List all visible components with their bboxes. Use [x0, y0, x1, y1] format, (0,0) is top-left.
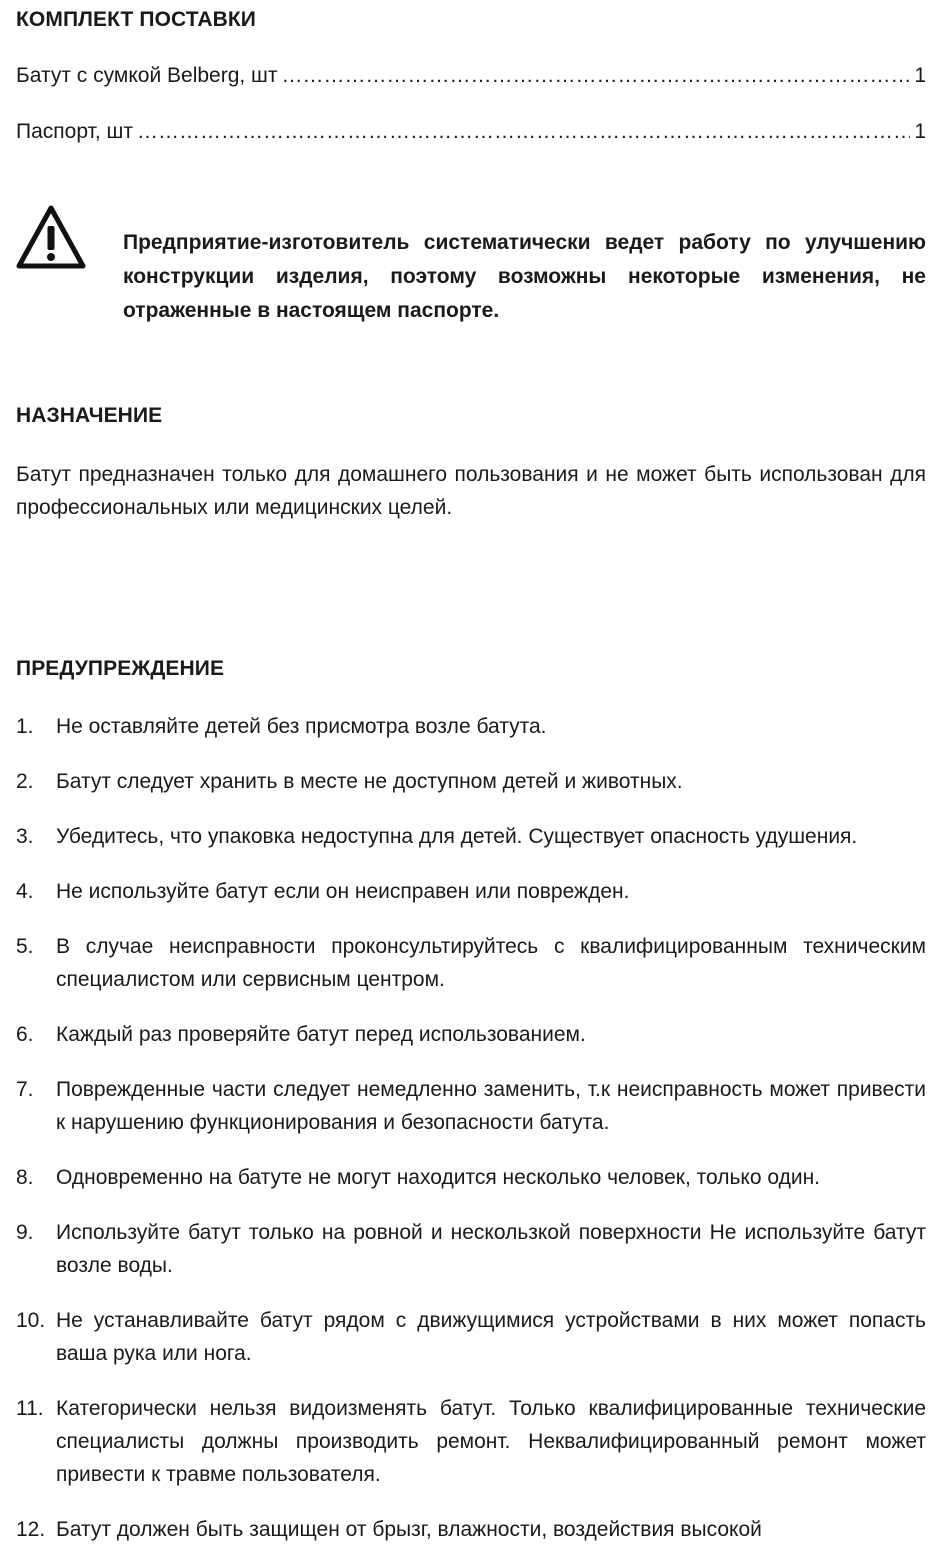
notice-text: Предприятие-изготовитель систематически ведет работу по улучшению конструкции изделия, поэтому возможны некоторые изменения, не отраженные в настоящем паспорте.	[123, 231, 926, 322]
list-item-text: Одновременно на батуте не могут находится несколько человек, только один.	[56, 1166, 820, 1189]
list-item	[16, 820, 926, 853]
list-item	[16, 1304, 926, 1370]
list-item-number: 2.	[16, 770, 34, 793]
list-item	[16, 1073, 926, 1139]
list-item	[16, 1161, 926, 1194]
list-item	[16, 875, 926, 908]
list-item-number: 12.	[16, 1518, 46, 1541]
list-item	[16, 710, 926, 743]
kit-item-qty: 1	[914, 120, 926, 143]
list-item-text: В случае неисправности проконсультируйтесь с квалифицированным техническим специалистом или сервисным центром.	[56, 935, 926, 991]
kit-heading: КОМПЛЕКТ ПОСТАВКИ	[16, 8, 257, 31]
list-item-number: 10.	[16, 1309, 46, 1332]
list-item-number: 1.	[16, 715, 34, 738]
kit-item-label: Паспорт, шт	[16, 120, 133, 143]
kit-item-trampoline	[16, 64, 926, 88]
dot-leader	[137, 120, 910, 144]
list-item-text: Каждый раз проверяйте батут перед использованием.	[56, 1023, 586, 1046]
list-item-text: Используйте батут только на ровной и нескользкой поверхности Не используйте батут возле воды.	[56, 1221, 926, 1277]
list-item-number: 8.	[16, 1166, 34, 1189]
list-item	[16, 1018, 926, 1051]
list-item-text: Не используйте батут если он неисправен или поврежден.	[56, 880, 630, 903]
kit-item-qty: 1	[914, 64, 926, 87]
list-item-number: 6.	[16, 1023, 34, 1046]
list-item	[16, 1513, 926, 1546]
list-item-text: Не устанавливайте батут рядом с движущимися устройствами в них может попасть ваша рука или нога.	[56, 1309, 926, 1365]
list-item-text: Батут должен быть защищен от брызг, влажности, воздействия высокой	[56, 1518, 762, 1541]
kit-item-passport	[16, 120, 926, 144]
list-item-text: Поврежденные части следует немедленно заменить, т.к неисправность может привести к нарушению функционирования и безопасности батута.	[56, 1078, 926, 1134]
purpose-text: Батут предназначен только для домашнего пользования и не может быть использован для профессиональных или медицинских целей.	[16, 463, 926, 519]
list-item-text: Категорически нельзя видоизменять батут. Только квалифицированные технические специалисты должны производить ремонт. Неквалифицированный ремонт может привести к травме пользователя.	[56, 1397, 926, 1486]
list-item	[16, 1216, 926, 1282]
dot-leader	[282, 64, 911, 88]
list-item-number: 5.	[16, 935, 34, 958]
list-item	[16, 1392, 926, 1491]
warning-list	[16, 710, 926, 1568]
list-item-number: 9.	[16, 1221, 34, 1244]
kit-item-label: Батут с сумкой Belberg, шт	[16, 64, 278, 87]
list-item-number: 7.	[16, 1078, 34, 1101]
list-item-text: Убедитесь, что упаковка недоступна для детей. Существует опасность удушения.	[56, 825, 858, 848]
list-item	[16, 930, 926, 996]
list-item-number: 3.	[16, 825, 34, 848]
list-item-text: Батут следует хранить в месте не доступном детей и животных.	[56, 770, 683, 793]
list-item-number: 4.	[16, 880, 34, 903]
list-item-text: Не оставляйте детей без присмотра возле батута.	[56, 715, 547, 738]
warning-heading: ПРЕДУПРЕЖДЕНИЕ	[16, 657, 225, 680]
warning-triangle-icon	[16, 204, 86, 270]
purpose-heading: НАЗНАЧЕНИЕ	[16, 404, 163, 427]
list-item-number: 11.	[16, 1397, 44, 1420]
list-item	[16, 765, 926, 798]
